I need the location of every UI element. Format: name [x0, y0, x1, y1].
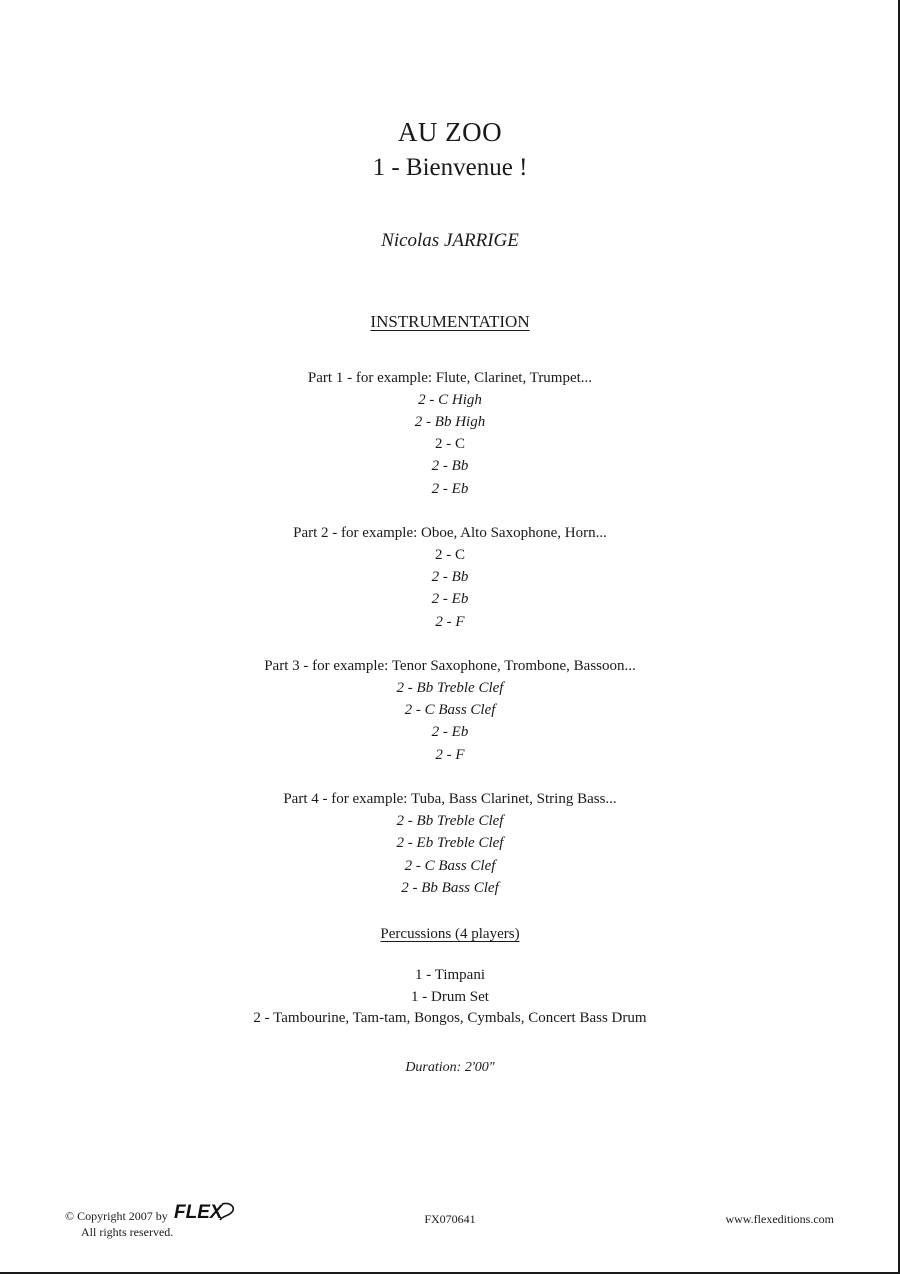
website-url: www.flexeditions.com — [725, 1212, 834, 1226]
movement-title: 1 - Bienvenue ! — [372, 154, 528, 181]
part-1-item: 2 - C — [435, 436, 465, 452]
part-3-item: 2 - C Bass Clef — [404, 702, 496, 718]
percussion-item: 1 - Timpani — [414, 967, 486, 983]
part-2-header: Part 2 - for example: Oboe, Alto Saxophone, Horn... — [293, 525, 607, 541]
part-2-item: 2 - Eb — [431, 591, 469, 607]
percussion-heading: Percussions (4 players) — [380, 926, 520, 942]
catalog-number: FX070641 — [424, 1212, 476, 1226]
part-4-item: 2 - Eb Treble Clef — [396, 835, 504, 851]
part-2-item: 2 - Bb — [431, 569, 469, 585]
part-3-item: 2 - Bb Treble Clef — [396, 680, 504, 696]
part-1-item: 2 - C High — [418, 392, 482, 408]
part-1-item: 2 - Bb — [431, 458, 469, 474]
logo-text: FLEX — [173, 1202, 223, 1223]
part-4-item: 2 - C Bass Clef — [404, 858, 496, 874]
part-2-item: 2 - C — [435, 547, 465, 563]
composer-name: Nicolas JARRIGE — [381, 230, 519, 251]
instrumentation-heading: INSTRUMENTATION — [370, 312, 530, 331]
rights-text: All rights reserved. — [81, 1225, 174, 1239]
part-3-item: 2 - Eb — [431, 724, 469, 740]
percussion-item: 2 - Tambourine, Tam-tam, Bongos, Cymbals, Concert Bass Drum — [253, 1010, 647, 1026]
part-4-item: 2 - Bb Treble Clef — [396, 813, 504, 829]
part-1-header: Part 1 - for example: Flute, Clarinet, Trumpet... — [307, 370, 593, 386]
piece-title: AU ZOO — [397, 117, 503, 147]
part-3-header: Part 3 - for example: Tenor Saxophone, Trombone, Bassoon... — [264, 658, 636, 674]
part-1-item: 2 - Bb High — [414, 414, 486, 430]
part-1-item: 2 - Eb — [431, 481, 469, 497]
part-4-header: Part 4 - for example: Tuba, Bass Clarinet, String Bass... — [283, 791, 617, 807]
copyright-text: © Copyright 2007 by — [65, 1209, 168, 1223]
part-3-item: 2 - F — [435, 747, 465, 763]
part-2-item: 2 - F — [435, 614, 465, 630]
percussion-item: 1 - Drum Set — [411, 989, 489, 1005]
part-4-item: 2 - Bb Bass Clef — [401, 880, 499, 896]
duration: Duration: 2'00" — [405, 1060, 495, 1075]
